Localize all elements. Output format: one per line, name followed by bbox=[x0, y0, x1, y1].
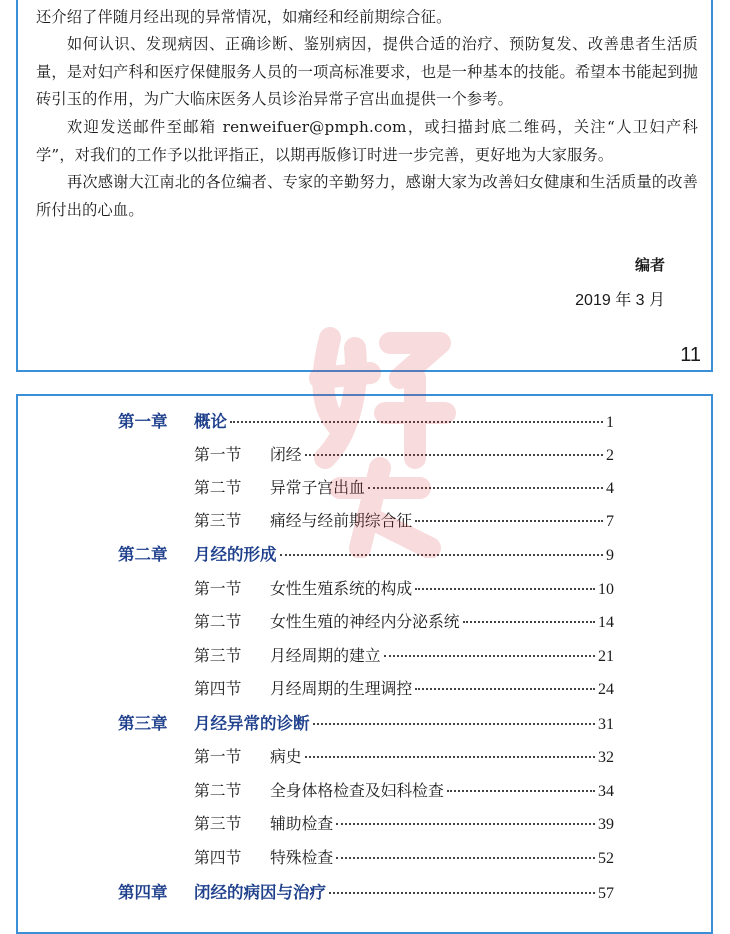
toc-entry-title: 辅助检查 bbox=[270, 814, 334, 833]
toc-dot-leader bbox=[230, 421, 603, 423]
toc-dot-leader bbox=[384, 655, 595, 657]
toc-dot-leader bbox=[336, 857, 595, 859]
preface-date: 2019 年 3 月 bbox=[575, 292, 665, 309]
toc-entry-number: 第三节 bbox=[194, 511, 242, 530]
toc-entry-page: 39 bbox=[598, 816, 614, 833]
page-number: 11 bbox=[680, 344, 701, 366]
toc-entry-number: 第四章 bbox=[118, 883, 168, 902]
toc-section-entry[interactable] bbox=[194, 475, 614, 503]
toc-entry-number: 第四节 bbox=[194, 848, 242, 867]
toc-entry-page: 21 bbox=[598, 648, 614, 665]
toc-section-entry[interactable] bbox=[194, 845, 614, 873]
toc-entry-page: 2 bbox=[606, 447, 614, 464]
toc-entry-title: 痛经与经前期综合征 bbox=[270, 511, 413, 530]
toc-entry-number: 第一节 bbox=[194, 747, 242, 766]
toc-entry-number: 第一节 bbox=[194, 579, 242, 598]
toc-entry-number: 第四节 bbox=[194, 679, 242, 698]
toc-dot-leader bbox=[305, 454, 603, 456]
toc-entry-page: 57 bbox=[598, 885, 614, 902]
toc-dot-leader bbox=[368, 487, 603, 489]
toc-entry-number: 第二章 bbox=[118, 545, 168, 564]
toc-entry-title: 女性生殖系统的构成 bbox=[270, 579, 413, 598]
toc-section-entry[interactable] bbox=[194, 744, 614, 772]
toc-section-entry[interactable] bbox=[194, 643, 614, 671]
toc-chapter-entry[interactable] bbox=[118, 879, 614, 907]
toc-entry-title: 异常子宫出血 bbox=[270, 478, 365, 497]
toc-entry-title: 闭经 bbox=[270, 445, 302, 464]
toc-chapter-entry[interactable] bbox=[118, 408, 614, 436]
toc-dot-leader bbox=[447, 790, 595, 792]
toc-entry-number: 第二节 bbox=[194, 612, 242, 631]
toc-entry-page: 14 bbox=[598, 614, 614, 631]
toc-entry-page: 24 bbox=[598, 681, 614, 698]
toc-entry-title: 月经的形成 bbox=[194, 545, 277, 564]
toc-entry-page: 10 bbox=[598, 581, 614, 598]
toc-entry-number: 第三节 bbox=[194, 646, 242, 665]
toc-entry-title: 月经周期的建立 bbox=[270, 646, 381, 665]
toc-dot-leader bbox=[463, 621, 595, 623]
toc-entry-title: 月经异常的诊断 bbox=[194, 714, 310, 733]
preface-signature: 编者 bbox=[634, 256, 665, 274]
toc-section-entry[interactable] bbox=[194, 442, 614, 470]
toc-entry-page: 7 bbox=[606, 513, 614, 530]
toc-section-entry[interactable] bbox=[194, 508, 614, 536]
toc-dot-leader bbox=[280, 554, 604, 556]
toc-entry-page: 34 bbox=[598, 783, 614, 800]
preface-paragraph-2: 如何认识、发现病因、正确诊断、鉴别病因，提供合适的治疗、预防复发、改善患者生活质量，是对妇产科和医疗保健服务人员的一项高标准要求，也是一种基本的技能。希望本书能起到抛砖引玉的作用，为广大临床医务人员诊治异常子宫出血提供一个参考。 bbox=[36, 35, 698, 108]
table-of-contents bbox=[16, 394, 713, 934]
toc-dot-leader bbox=[415, 520, 603, 522]
toc-chapter-entry[interactable] bbox=[118, 710, 614, 738]
toc-entry-title: 病史 bbox=[270, 747, 302, 766]
toc-dot-leader bbox=[415, 588, 595, 590]
toc-section-entry[interactable] bbox=[194, 576, 614, 604]
toc-entry-page: 4 bbox=[606, 480, 614, 497]
toc-dot-leader bbox=[313, 723, 596, 725]
toc-dot-leader bbox=[305, 756, 595, 758]
toc-entry-title: 特殊检查 bbox=[270, 848, 334, 867]
toc-dot-leader bbox=[336, 823, 595, 825]
toc-entry-title: 闭经的病因与治疗 bbox=[194, 883, 326, 902]
toc-dot-leader bbox=[415, 688, 595, 690]
toc-entry-number: 第二节 bbox=[194, 781, 242, 800]
toc-entry-title: 女性生殖的神经内分泌系统 bbox=[270, 612, 460, 631]
preface-page bbox=[16, 0, 713, 372]
preface-paragraph-3: 欢迎发送邮件至邮箱 renweifuer@pmph.com，或扫描封底二维码，关注“人卫妇产科学”，对我们的工作予以批评指正，以期再版修订时进一步完善，更好地为大家服务。 bbox=[36, 118, 698, 164]
toc-chapter-entry[interactable] bbox=[118, 541, 614, 569]
preface-paragraph-1: 还介绍了伴随月经出现的异常情况，如痛经和经前期综合征。 bbox=[36, 8, 452, 26]
toc-dot-leader bbox=[329, 892, 595, 894]
toc-entry-number: 第三节 bbox=[194, 814, 242, 833]
preface-paragraph-4: 再次感谢大江南北的各位编者、专家的辛勤努力，感谢大家为改善妇女健康和生活质量的改善所付出的心血。 bbox=[36, 173, 698, 219]
toc-entry-title: 全身体格检查及妇科检查 bbox=[270, 781, 444, 800]
toc-entry-number: 第三章 bbox=[118, 714, 168, 733]
toc-entry-title: 月经周期的生理调控 bbox=[270, 679, 413, 698]
toc-entry-page: 9 bbox=[606, 547, 614, 564]
toc-entry-number: 第二节 bbox=[194, 478, 242, 497]
toc-section-entry[interactable] bbox=[194, 778, 614, 806]
toc-entry-title: 概论 bbox=[194, 412, 227, 431]
toc-section-entry[interactable] bbox=[194, 676, 614, 704]
toc-section-entry[interactable] bbox=[194, 811, 614, 839]
toc-entry-page: 32 bbox=[598, 749, 614, 766]
toc-section-entry[interactable] bbox=[194, 609, 614, 637]
toc-entry-page: 1 bbox=[606, 414, 614, 431]
toc-entry-number: 第一章 bbox=[118, 412, 168, 431]
toc-entry-number: 第一节 bbox=[194, 445, 242, 464]
toc-entry-page: 52 bbox=[598, 850, 614, 867]
toc-entry-page: 31 bbox=[598, 716, 614, 733]
